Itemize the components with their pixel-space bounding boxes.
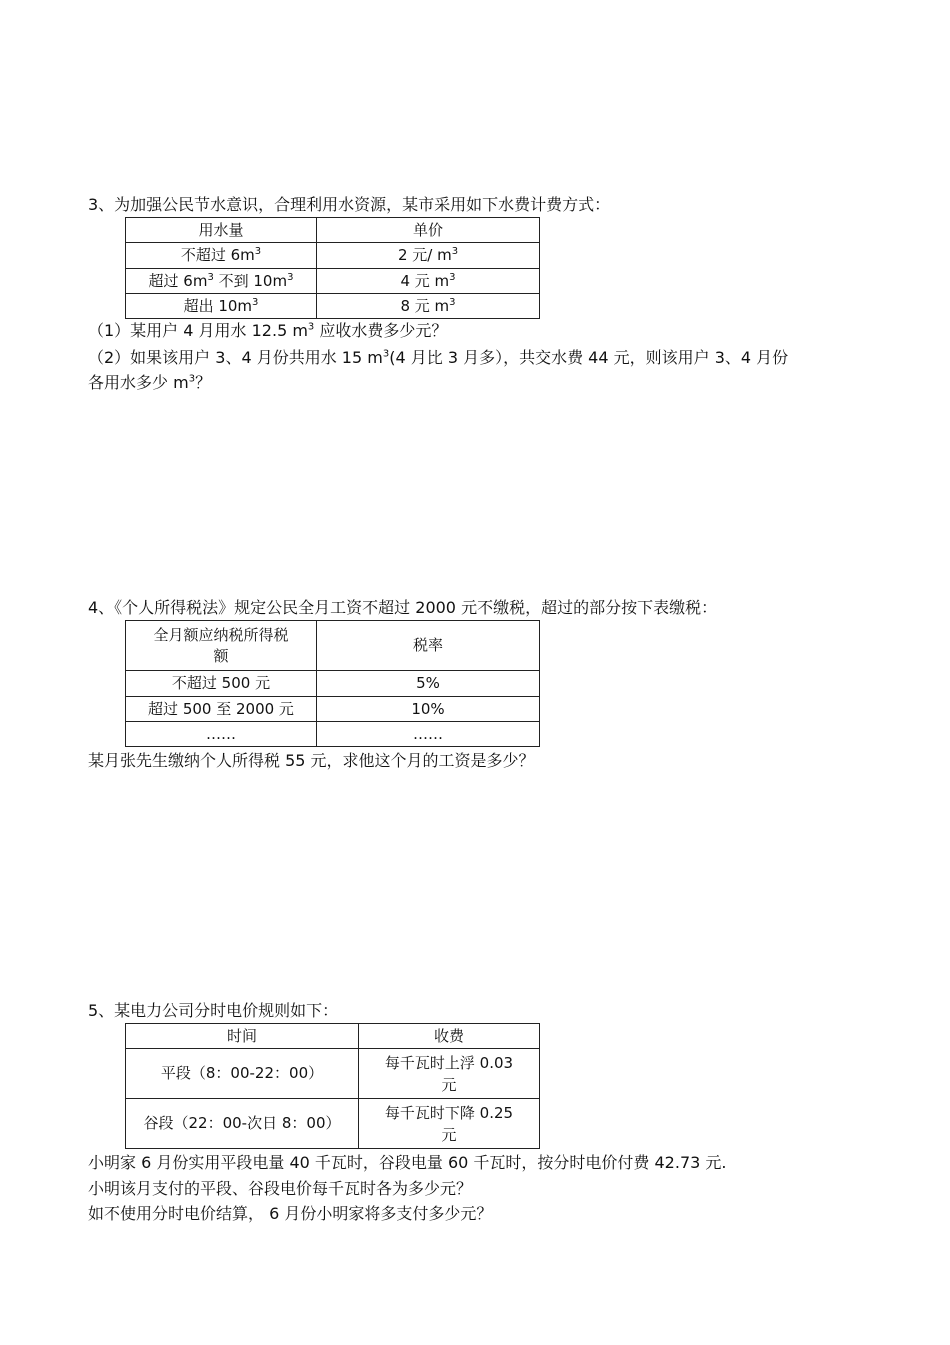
table-header-cell: 税率 (317, 621, 540, 671)
table-cell: 每千瓦时下降 0.25 元 (359, 1099, 540, 1149)
table-cell: 5% (317, 671, 540, 697)
table-cell: 2 元/ $m^3$ (317, 243, 540, 269)
table-cell: 4 元 $m^3$ (317, 269, 540, 294)
q3-part1: （1）某用户 4 月用水 12.5 $m^3$ 应收水费多少元？ (88, 321, 448, 340)
table-cell: 超过 $6m^3$ 不到 $10m^3$ (126, 269, 317, 294)
table-row (126, 1099, 540, 1149)
table-cell: 不超过 500 元 (126, 671, 317, 697)
table-cell: 不超过 $6m^3$ (126, 243, 317, 269)
table-row (126, 294, 540, 319)
table-cell: 8 元 $m^3$ (317, 294, 540, 319)
table-header-row (126, 621, 540, 671)
q3-part2-cont: 各用水多少 $m^3$？ (88, 373, 212, 392)
table-cell: …… (126, 722, 317, 747)
q5-electricity-price-table (125, 1023, 540, 1149)
table-cell: 平段（8：00-22：00） (126, 1049, 359, 1099)
q5-line2: 小明该月支付的平段、谷段电价每千瓦时各为多少元？ (88, 1179, 473, 1198)
table-header-cell: 全月额应纳税所得税 额 (126, 621, 317, 671)
table-cell: 每千瓦时上浮 0.03 元 (359, 1049, 540, 1099)
q5-line3: 如不使用分时电价结算， 6 月份小明家将多支付多少元？ (88, 1204, 493, 1223)
table-row (126, 1049, 540, 1099)
q3-title: 3、为加强公民节水意识，合理利用水资源，某市采用如下水费计费方式： (88, 195, 611, 214)
q3-part2: （2）如果该用户 3、4 月份共用水 15 $m^3(4$ 月比 3 月多），共交水费 44 元，则该用户 3、4 月份 (88, 348, 789, 367)
q4-question: 某月张先生缴纳个人所得税 55 元，求他这个月的工资是多少？ (88, 751, 535, 770)
table-header-cell: 时间 (126, 1024, 359, 1049)
table-header-cell: 单价 (317, 218, 540, 243)
table-row (126, 269, 540, 294)
table-row (126, 671, 540, 697)
q4-title: 4、《个人所得税法》规定公民全月工资不超过 2000 元不缴税，超过的部分按下表缴税： (88, 598, 718, 617)
table-row (126, 722, 540, 747)
table-cell: 超出 $10m^3$ (126, 294, 317, 319)
table-header-row (126, 218, 540, 243)
table-row (126, 697, 540, 722)
q5-title: 5、某电力公司分时电价规则如下： (88, 1001, 339, 1020)
table-cell: 10% (317, 697, 540, 722)
table-header-cell: 用水量 (126, 218, 317, 243)
table-cell: …… (317, 722, 540, 747)
table-header-row (126, 1024, 540, 1049)
table-row (126, 243, 540, 269)
table-cell: 超过 500 至 2000 元 (126, 697, 317, 722)
q3-water-price-table (125, 217, 540, 319)
q4-tax-rate-table (125, 620, 540, 747)
table-header-cell: 收费 (359, 1024, 540, 1049)
q5-line1: 小明家 6 月份实用平段电量 40 千瓦时，谷段电量 60 千瓦时，按分时电价付费 42.73 元. (88, 1153, 727, 1172)
table-cell: 谷段（22：00-次日 8：00） (126, 1099, 359, 1149)
